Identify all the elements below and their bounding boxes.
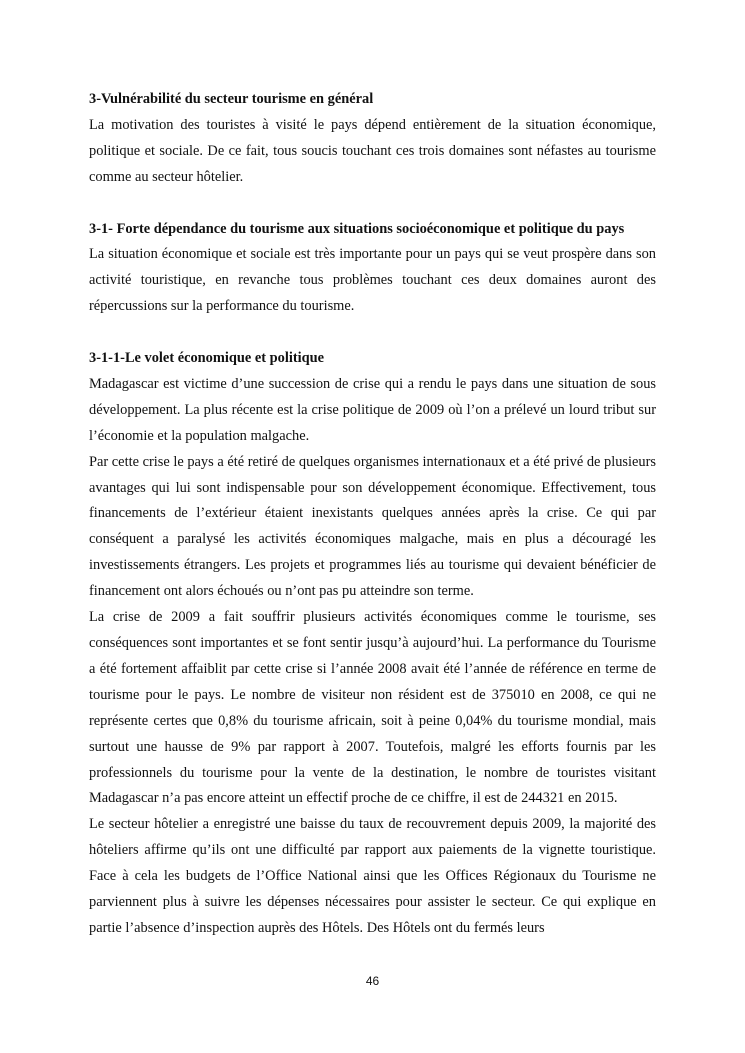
paragraph: Madagascar est victime d’une succession de crise qui a rendu le pays dans une situation de sous développement. La plus récente est la crise politique de 2009 où l’on a prélevé un lourd tribut sur l’économie et la population malgache. (89, 375, 656, 444)
paragraph: Par cette crise le pays a été retiré de quelques organismes internationaux et a été privé de plusieurs avantages qui lui sont indispensable pour son développement économique. Effectivement, tous financements de l’extérieur étaient inexistants quelques années après la crise. Ce qui par conséquent a paralysé les activités économiques malgache, mais en plus a découragé les investissements étrangers. Les projets et programmes liés au tourisme qui devaient bénéficier de financement ont alors échoués ou n’ont pas pu atteindre son terme. (89, 453, 656, 600)
section-heading-vulnerabilite: 3-Vulnérabilité du secteur tourisme en général (89, 91, 374, 107)
paragraph: La motivation des touristes à visité le pays dépend entièrement de la situation économique, politique et sociale. De ce fait, tous soucis touchant ces trois domaines sont néfastes au tourisme comme au secteur hôtelier. (89, 116, 656, 185)
page-content (89, 87, 656, 942)
section-heading-volet-economique: 3-1-1-Le volet économique et politique (89, 350, 325, 367)
paragraph: Le secteur hôtelier a enregistré une baisse du taux de recouvrement depuis 2009, la majorité des hôteliers affirme qu’ils ont une difficulté par rapport aux paiements de la vignette touristique. Face à cela les budgets de l’Office National ainsi que les Offices Régionaux du Tourisme ne parviennent plus à suivre les dépenses nécessaires pour assister le secteur. Ce qui explique en partie l’absence d’inspection auprès des Hôtels. Des Hôtels ont du fermés leurs (89, 816, 656, 936)
section-heading-dependance: 3-1- Forte dépendance du tourisme aux situations socioéconomique et politique du pays (89, 220, 625, 237)
paragraph: La situation économique et sociale est très importante pour un pays qui se veut prospère dans son activité touristique, en revanche tous problèmes touchant ces deux domaines auront des répercussions sur la performance du tourisme. (89, 246, 656, 315)
section-gap (89, 320, 656, 346)
section-gap (89, 191, 656, 217)
page-number: 46 (365, 974, 380, 988)
paragraph: La crise de 2009 a fait souffrir plusieurs activités économiques comme le tourisme, ses conséquences sont importantes et se font sentir jusqu’à aujourd’hui. La performance du Tourisme a été fortement affaiblit par cette crise si l’année 2008 avait été l’année de référence en terme de tourisme pour le pays. Le nombre de visiteur non résident est de 375010 en 2008, ce qui ne représente certes que 0,8% du tourisme africain, soit à peine 0,04% du tourisme mondial, mais surtout une hausse de 9% par rapport à 2007. Toutefois, malgré les efforts fournis par les professionnels du tourisme pour la vente de la destination, le nombre de touristes visitant Madagascar n’a pas encore atteint un effectif proche de ce chiffre, il est de 244321 en 2015. (89, 609, 656, 807)
